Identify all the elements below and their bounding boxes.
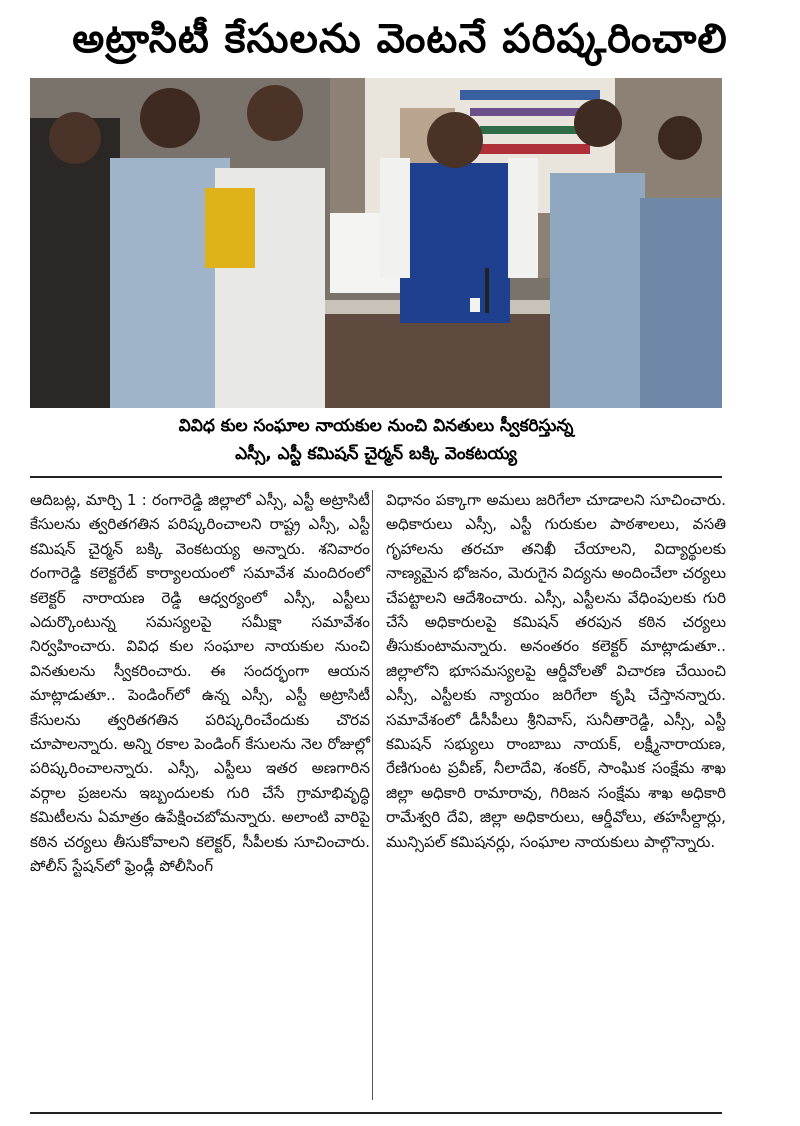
article-headline: అట్రాసిటీ కేసులను వెంటనే పరిష్కరించాలి — [72, 16, 728, 62]
column-divider — [372, 490, 373, 1100]
footer-rule — [30, 1112, 722, 1114]
caption-line-1: వివిధ కుల సంఘాల నాయకుల నుంచి వినతులు స్వీకరిస్తున్న — [178, 416, 574, 436]
news-photo — [30, 78, 722, 408]
photo-caption — [30, 412, 722, 468]
article-column-left — [30, 488, 370, 879]
article-body-left: ఆదిబట్ల, మార్చి 1 : రంగారెడ్డి జిల్లాలో ఎస్సీ, ఎస్టీ అట్రాసిటీ కేసులను త్వరితగతిన పరిష్కరించాలని రాష్ట్ర ఎస్సీ, ఎస్టీ కమిషన్ చైర్మన్ బక్కి వెంకటయ్య అన్నారు. శనివారం రంగారెడ్డి కలెక్టరేట్ కార్యాలయంలో సమావేశ మందిరంలో కలెక్టర్ నారాయణ రెడ్డి ఆధ్వర్యంలో ఎస్సీ, ఎస్టీలు ఎదుర్కొంటున్న సమస్యలపై సమీక్షా సమావేశం నిర్వహించారు. వివిధ కుల సంఘాల నాయకుల నుంచి వినతులను స్వీకరించారు. ఈ సందర్భంగా ఆయన మాట్లాడుతూ.. పెండింగ్‌లో ఉన్న ఎస్సీ, ఎస్టీ అట్రాసిటీ కేసులను త్వరితగతిన పరిష్కరించేందుకు చొరవ చూపాలన్నారు. అన్ని రకాల పెండింగ్ కేసులను నెల రోజుల్లో పరిష్కరించాలన్నారు. ఎస్సీ, ఎస్టీలు ఇతర అణగారిన వర్గాల ప్రజలను ఇబ్బందులకు గురి చేసే గ్రామాభివృద్ధి కమిటీలను ఏమాత్రం ఉపేక్షించబోమన్నారు. అలాంటి వారిపై కఠిన చర్యలు తీసుకోవాలని కలెక్టర్, సీపీలకు సూచించారు. పోలీస్ స్టేషన్‌లో ఫ్రెండ్లీ పోలీసింగ్ — [30, 491, 370, 876]
article-column-right — [386, 488, 726, 854]
caption-line-2: ఎస్సీ, ఎస్టీ కమిషన్ చైర్మన్ బక్కి వెంకటయ్య — [235, 444, 517, 464]
article-body-right: విధానం పక్కాగా అమలు జరిగేలా చూడాలని సూచించారు. అధికారులు ఎస్సీ, ఎస్టీ గురుకుల పాఠశాలలు, వసతి గృహాలను తరచూ తనిఖీ చేయాలని, విద్యార్థులకు నాణ్యమైన భోజనం, మెరుగైన విద్యను అందించేలా చర్యలు చేపట్టాలని ఆదేశించారు. ఎస్సీ, ఎస్టీలను వేధింపులకు గురి చేసే అధికారులపై కమిషన్ తరపున కఠిన చర్యలు తీసుకుంటామన్నారు. అనంతరం కలెక్టర్ మాట్లాడుతూ.. జిల్లాలోని భూసమస్యలపై ఆర్డీవోలతో విచారణ చేయించి ఎస్సీ, ఎస్టీలకు న్యాయం జరిగేలా కృషి చేస్తానన్నారు. సమావేశంలో డీసీపీలు శ్రీనివాస్, సునీతారెడ్డి, ఎస్సీ, ఎస్టీ కమిషన్ సభ్యులు రాంబాబు నాయక్, లక్ష్మీనారాయణ, రేణిగుంట ప్రవీణ్, నీలాదేవి, శంకర్, సాంఘిక సంక్షేమ శాఖ జిల్లా అధికారి రామారావు, గిరిజన సంక్షేమ శాఖ అధికారి రామేశ్వరి దేవి, జిల్లా అధికారులు, ఆర్డీవోలు, తహసీల్దార్లు, మున్సిపల్ కమిషనర్లు, సంఘాల నాయకులు పాల్గొన్నారు. — [386, 491, 726, 851]
caption-rule — [30, 476, 722, 478]
